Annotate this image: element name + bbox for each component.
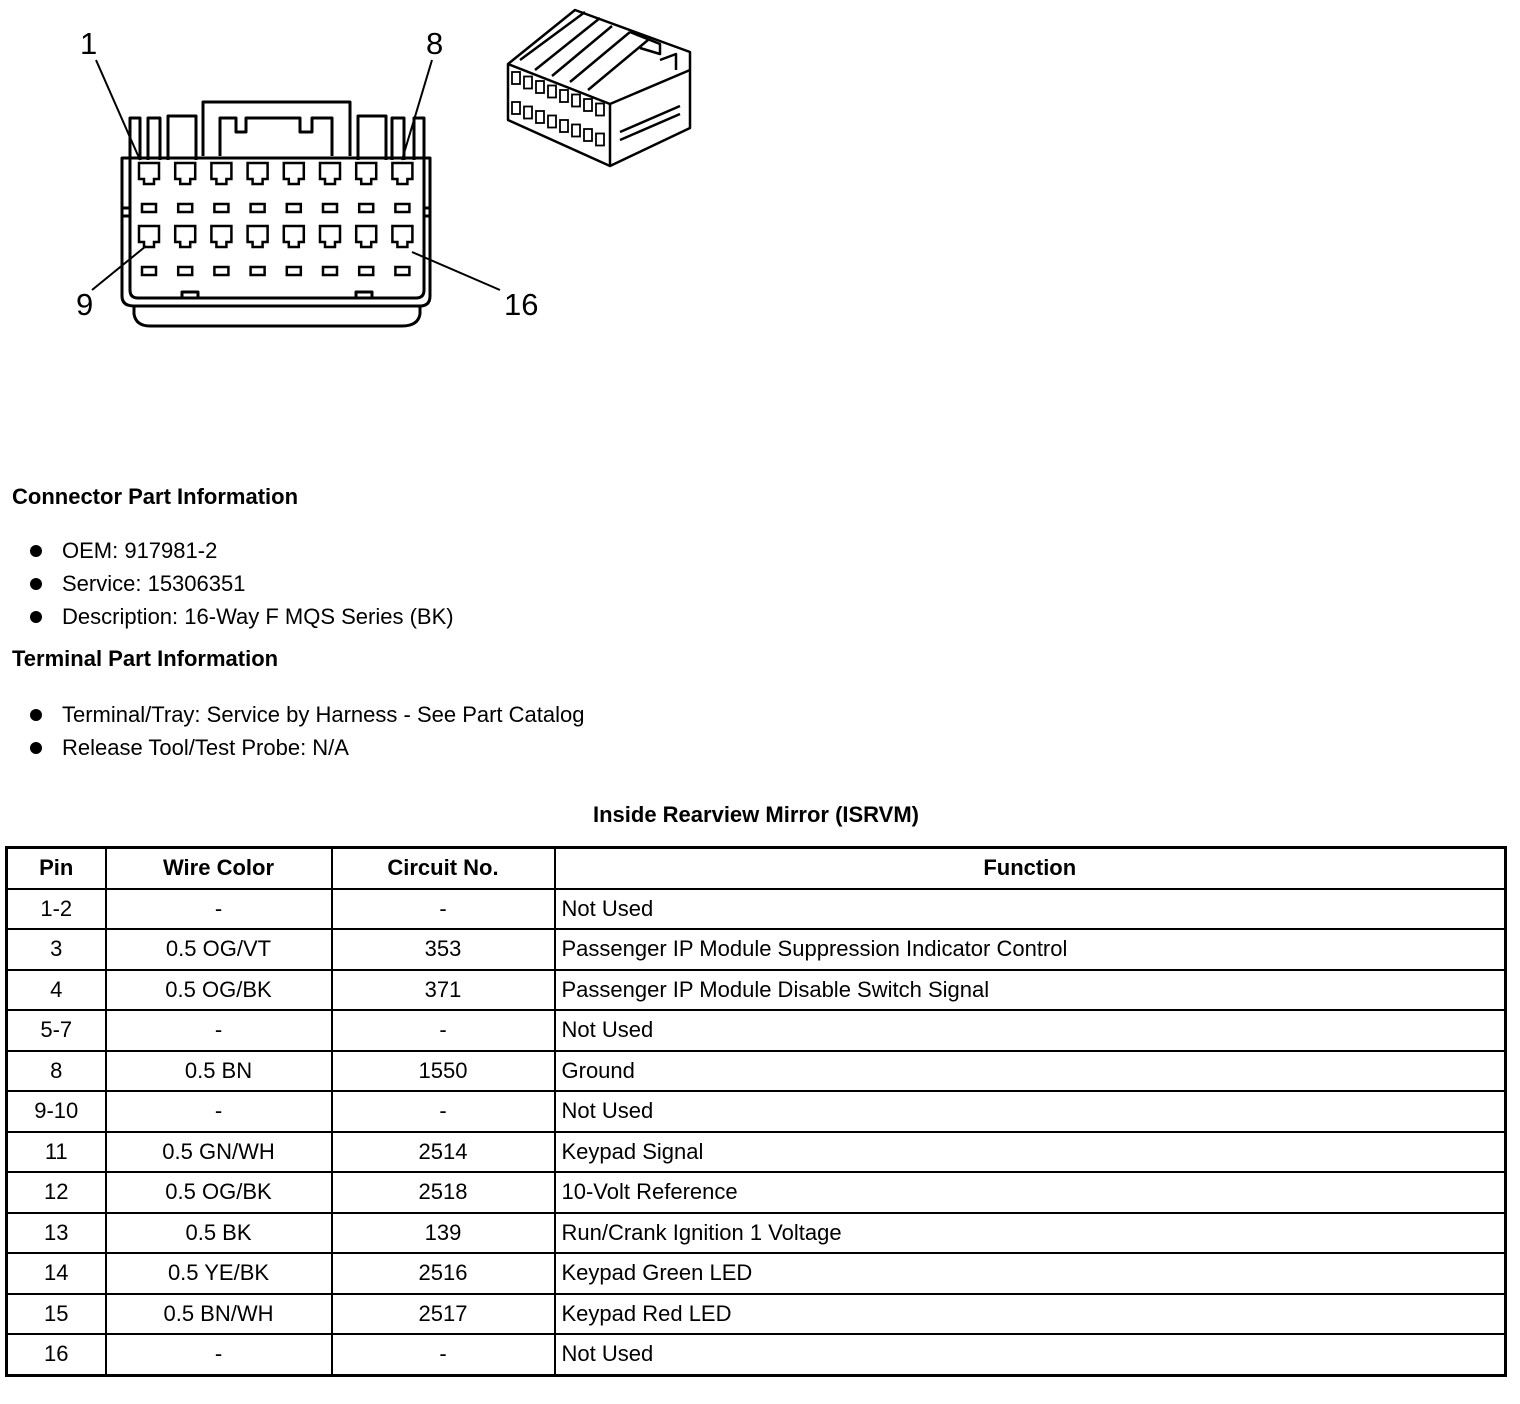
cell-function: Passenger IP Module Suppression Indicator Control [555,929,1506,970]
cell-function: Run/Crank Ignition 1 Voltage [555,1213,1506,1254]
list-item-text: Release Tool/Test Probe: N/A [62,735,349,760]
pin-cavity [175,226,195,275]
bullet-icon [30,709,42,721]
cell-pin: 15 [7,1294,106,1335]
table-row [7,1010,1506,1051]
terminal-part-info-list [28,698,585,764]
cell-pin: 13 [7,1213,106,1254]
pinout-table [5,846,1507,1377]
cell-function: Ground [555,1051,1506,1092]
cell-function: 10-Volt Reference [555,1172,1506,1213]
pin-cavity [211,226,231,275]
iso-cavity [524,107,532,119]
list-item-text: Terminal/Tray: Service by Harness - See Part Catalog [62,702,585,727]
pin-cavity [356,163,376,212]
cell-circuit-no: 371 [332,970,555,1011]
terminal-part-info-heading: Terminal Part Information [12,646,279,671]
column-header-wire-color: Wire Color [106,848,332,889]
table-row [7,889,1506,930]
pin-label-9: 9 [76,287,94,322]
table-row [7,1213,1506,1254]
iso-cavity [572,95,580,107]
cell-wire-color: - [106,1091,332,1132]
cell-wire-color: 0.5 BN [106,1051,332,1092]
iso-cavity [596,104,604,116]
pin-cavity [320,163,340,212]
connector-latch [203,102,350,156]
column-header-function: Function [555,848,1506,889]
iso-cavity [536,81,544,93]
iso-cavity [548,86,556,98]
cell-pin: 16 [7,1334,106,1375]
table-row [7,1132,1506,1173]
iso-cavity [572,125,580,137]
cell-circuit-no: 2514 [332,1132,555,1173]
bullet-icon [30,742,42,754]
pin-cavity [284,163,304,212]
connector-body-outline [130,118,424,160]
cell-function: Not Used [555,1091,1506,1132]
cell-pin: 4 [7,970,106,1011]
iso-cavity [548,116,556,128]
bullet-icon [30,611,42,623]
cell-function: Keypad Red LED [555,1294,1506,1335]
table-row [7,1051,1506,1092]
iso-cavity [560,120,568,132]
cell-wire-color: 0.5 BN/WH [106,1294,332,1335]
pin-cavity [175,163,195,212]
cell-circuit-no: 2518 [332,1172,555,1213]
cell-wire-color: - [106,1010,332,1051]
iso-cavity [584,129,592,141]
cell-wire-color: 0.5 OG/BK [106,1172,332,1213]
cell-circuit-no: 353 [332,929,555,970]
table-row [7,1253,1506,1294]
cell-wire-color: 0.5 OG/VT [106,929,332,970]
cell-wire-color: 0.5 GN/WH [106,1132,332,1173]
cell-circuit-no: 2516 [332,1253,555,1294]
connector-cavities [139,163,412,275]
connector-diagram [0,0,760,360]
cell-pin: 3 [7,929,106,970]
iso-cavity [524,77,532,89]
pin-cavity [320,226,340,275]
cell-circuit-no: 2517 [332,1294,555,1335]
cell-circuit-no: 1550 [332,1051,555,1092]
iso-cavity [536,111,544,123]
leader-line-pin-1 [96,60,140,160]
list-item [28,731,585,764]
pin-cavity [248,226,268,275]
cell-pin: 12 [7,1172,106,1213]
pin-cavity [392,226,412,275]
list-item [28,567,454,600]
table-row [7,1294,1506,1335]
cell-pin: 1-2 [7,889,106,930]
table-row [7,929,1506,970]
bullet-icon [30,578,42,590]
iso-cavity [560,90,568,102]
pin-cavity [248,163,268,212]
bullet-icon [30,545,42,557]
list-item [28,698,585,731]
list-item-text: Description: 16-Way F MQS Series (BK) [62,604,454,629]
pin-cavity [284,226,304,275]
cell-function: Not Used [555,1010,1506,1051]
table-row [7,1091,1506,1132]
cell-circuit-no: - [332,1091,555,1132]
cell-pin: 14 [7,1253,106,1294]
cell-function: Not Used [555,1334,1506,1375]
cell-wire-color: - [106,889,332,930]
cell-circuit-no: 139 [332,1213,555,1254]
cell-circuit-no: - [332,1010,555,1051]
cell-wire-color: - [106,1334,332,1375]
cell-pin: 9-10 [7,1091,106,1132]
pin-label-16: 16 [504,287,539,322]
list-item-text: OEM: 917981-2 [62,538,218,563]
table-row [7,970,1506,1011]
cell-function: Passenger IP Module Disable Switch Signal [555,970,1506,1011]
cell-circuit-no: - [332,889,555,930]
table-row [7,1334,1506,1375]
leader-line-pin-8 [402,60,432,160]
iso-cavity [512,72,520,84]
pin-label-8: 8 [426,26,444,61]
cell-function: Not Used [555,889,1506,930]
connector-part-info-heading: Connector Part Information [12,484,299,509]
iso-cavity [584,99,592,111]
cell-pin: 11 [7,1132,106,1173]
iso-cavity [596,134,604,146]
pin-cavity [356,226,376,275]
iso-cavity [512,102,520,114]
cell-pin: 8 [7,1051,106,1092]
connector-part-info-list [28,534,454,633]
cell-function: Keypad Green LED [555,1253,1506,1294]
list-item [28,600,454,633]
cell-wire-color: 0.5 OG/BK [106,970,332,1011]
pin-cavity [392,163,412,212]
pin-cavity [211,163,231,212]
leader-line-pin-9 [92,246,146,290]
cell-wire-color: 0.5 YE/BK [106,1253,332,1294]
cell-wire-color: 0.5 BK [106,1213,332,1254]
list-item [28,534,454,567]
connector-face-drawing [0,0,760,360]
table-title: Inside Rearview Mirror (ISRVM) [592,802,919,827]
column-header-pin: Pin [7,848,106,889]
cell-pin: 5-7 [7,1010,106,1051]
table-header-row [7,848,1506,889]
list-item-text: Service: 15306351 [62,571,246,596]
pin-label-1: 1 [80,26,98,61]
table-row [7,1172,1506,1213]
cell-function: Keypad Signal [555,1132,1506,1173]
column-header-circuit-no: Circuit No. [332,848,555,889]
pin-cavity [139,163,159,212]
cell-circuit-no: - [332,1334,555,1375]
